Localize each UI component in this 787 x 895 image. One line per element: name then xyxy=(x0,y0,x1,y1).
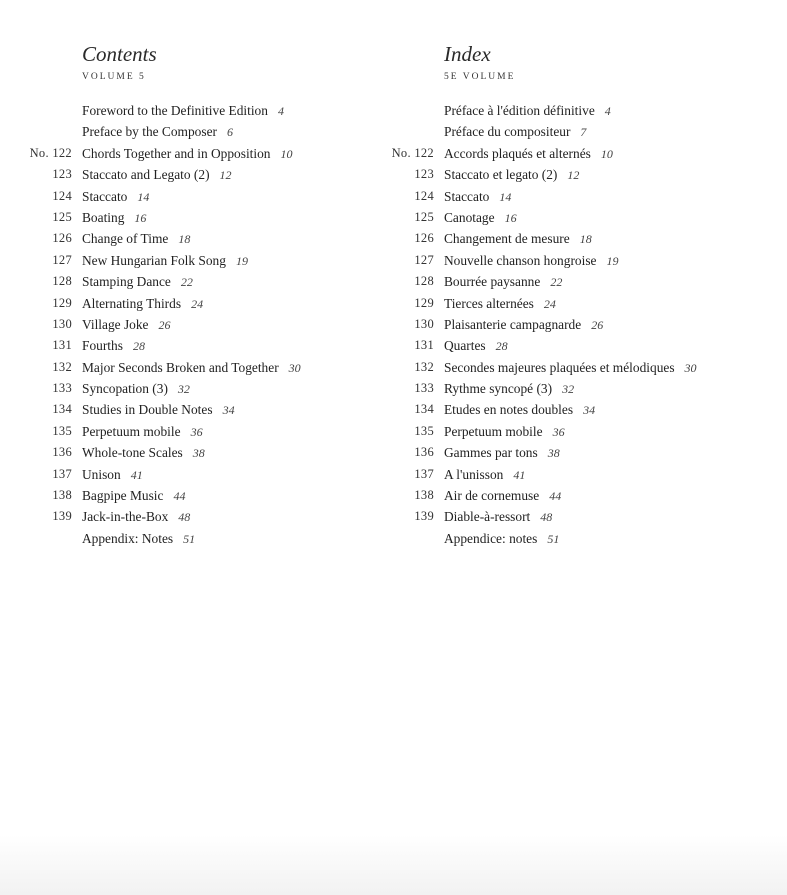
toc-entry xyxy=(362,252,782,273)
entry-page-number: 26 xyxy=(591,317,604,332)
entry-number: 129 xyxy=(52,295,72,310)
entry-title: Perpetuum mobile xyxy=(444,423,543,439)
entry-page-number: 10 xyxy=(600,146,613,161)
entry-text xyxy=(444,102,611,120)
entry-title: Préface du compositeur xyxy=(444,124,571,140)
entry-text xyxy=(444,444,560,462)
entry-number: 125 xyxy=(52,209,72,224)
entry-title: Diable-à-ressort xyxy=(444,509,531,525)
entry-page-number: 16 xyxy=(134,210,147,225)
entry-page-number: 10 xyxy=(280,146,293,161)
entry-page-number: 30 xyxy=(684,360,697,375)
entry-title: New Hungarian Folk Song xyxy=(82,252,226,268)
entry-text xyxy=(444,487,561,505)
entry-title: Village Joke xyxy=(82,316,149,332)
entry-title: Bourrée paysanne xyxy=(444,274,541,290)
entry-text xyxy=(82,123,233,141)
entry-text xyxy=(82,530,195,548)
entry-page-number: 7 xyxy=(580,125,587,140)
toc-entry xyxy=(362,444,782,465)
entry-number: 128 xyxy=(52,274,72,289)
entry-page-number: 6 xyxy=(226,125,233,140)
entry-number: 138 xyxy=(52,488,72,503)
page-bottom-shadow xyxy=(0,835,787,895)
toc-entry xyxy=(362,530,782,551)
entry-number: 134 xyxy=(414,402,434,417)
toc-entry xyxy=(362,423,782,444)
entry-page-number: 51 xyxy=(183,531,196,546)
entry-page-number: 38 xyxy=(192,446,205,461)
entry-number: 127 xyxy=(414,252,434,267)
entry-text xyxy=(82,508,190,526)
entry-title: Changement de mesure xyxy=(444,231,570,247)
entry-title: Canotage xyxy=(444,209,495,225)
entry-text xyxy=(82,145,293,163)
entry-page-number: 41 xyxy=(130,467,143,482)
entry-number: 139 xyxy=(414,509,434,524)
entry-page-number: 4 xyxy=(604,104,611,118)
entry-page-number: 48 xyxy=(540,510,553,525)
entry-page-number: 24 xyxy=(543,296,556,311)
entry-text xyxy=(82,102,284,120)
toc-entry xyxy=(0,359,380,380)
entry-page-number: 28 xyxy=(132,339,145,354)
entry-title: A l'unisson xyxy=(444,466,504,482)
entry-page-number: 19 xyxy=(235,253,248,268)
entry-number: 126 xyxy=(414,231,434,246)
toc-entry xyxy=(0,444,380,465)
entry-title: Plaisanterie campagnarde xyxy=(444,316,582,332)
entry-number: 132 xyxy=(52,359,72,374)
entry-page-number: 26 xyxy=(158,317,171,332)
toc-entry xyxy=(362,230,782,251)
entry-number: 131 xyxy=(52,338,72,353)
entry-number: 137 xyxy=(414,466,434,481)
toc-entry xyxy=(362,123,782,144)
entry-title: Staccato and Legato (2) xyxy=(82,167,210,183)
entry-number: 132 xyxy=(414,359,434,374)
entry-title: Secondes majeures plaquées et mélodiques xyxy=(444,359,675,375)
entry-text xyxy=(444,466,525,484)
entry-title: Rythme syncopé (3) xyxy=(444,381,553,397)
entry-number: No. 122 xyxy=(29,145,72,160)
entry-title: Accords plaqués et alternés xyxy=(444,145,591,161)
entry-text xyxy=(444,123,586,141)
entry-number: 124 xyxy=(414,188,434,203)
entry-title: Gammes par tons xyxy=(444,445,538,461)
entry-text xyxy=(82,316,171,334)
entry-text xyxy=(82,359,301,377)
entry-text xyxy=(444,209,517,227)
toc-entry xyxy=(0,145,380,166)
entry-page-number: 38 xyxy=(547,446,560,461)
entry-number: 130 xyxy=(52,316,72,331)
entry-page-number: 30 xyxy=(288,360,301,375)
entry-page-number: 32 xyxy=(562,382,575,397)
entry-number: 135 xyxy=(52,423,72,438)
entry-text xyxy=(444,401,595,419)
entry-text xyxy=(444,295,556,313)
entry-text xyxy=(444,273,562,291)
entry-number: 135 xyxy=(414,423,434,438)
entry-page-number: 22 xyxy=(180,275,193,290)
entry-page-number: 28 xyxy=(495,339,508,354)
entry-number: 124 xyxy=(52,188,72,203)
toc-entry xyxy=(362,508,782,529)
toc-entry xyxy=(0,530,380,551)
entry-page-number: 14 xyxy=(137,189,150,204)
toc-entry xyxy=(362,359,782,380)
toc-entry xyxy=(0,487,380,508)
entry-page-number: 32 xyxy=(177,382,190,397)
entry-text xyxy=(444,230,592,248)
entry-page-number: 24 xyxy=(191,296,204,311)
entry-title: Appendice: notes xyxy=(444,530,538,546)
entry-page-number: 16 xyxy=(504,210,517,225)
toc-entry xyxy=(0,380,380,401)
entry-page-number: 18 xyxy=(178,232,191,247)
entry-page-number: 44 xyxy=(549,489,562,504)
toc-entry xyxy=(362,145,782,166)
entry-number: 137 xyxy=(52,466,72,481)
index-title: Index xyxy=(444,42,491,66)
entry-text xyxy=(82,444,205,462)
toc-entry xyxy=(0,273,380,294)
entry-page-number: 48 xyxy=(178,510,191,525)
entry-title: Unison xyxy=(82,466,121,482)
entry-text xyxy=(444,337,508,355)
toc-entry xyxy=(0,252,380,273)
toc-entry xyxy=(362,273,782,294)
entry-title: Perpetuum mobile xyxy=(82,423,181,439)
entry-number: 136 xyxy=(414,445,434,460)
toc-entry xyxy=(362,401,782,422)
entry-page-number: 4 xyxy=(277,104,284,118)
entry-number: 133 xyxy=(414,381,434,396)
entry-title: Quartes xyxy=(444,338,486,354)
toc-entry xyxy=(362,166,782,187)
entry-title: Major Seconds Broken and Together xyxy=(82,359,279,375)
entry-title: Alternating Thirds xyxy=(82,295,182,311)
entry-title: Studies in Double Notes xyxy=(82,402,213,418)
toc-entry xyxy=(362,337,782,358)
entry-number: 136 xyxy=(52,445,72,460)
entry-number: 139 xyxy=(52,509,72,524)
entry-text xyxy=(444,530,559,548)
entry-page-number: 36 xyxy=(552,424,565,439)
entry-number: 133 xyxy=(52,381,72,396)
entry-text xyxy=(82,166,232,184)
entry-text xyxy=(444,359,697,377)
entry-page-number: 36 xyxy=(190,424,203,439)
index-subtitle: 5E VOLUME xyxy=(444,72,516,82)
toc-entry xyxy=(362,295,782,316)
entry-number: 123 xyxy=(52,167,72,182)
entry-title: Fourths xyxy=(82,338,123,354)
toc-entry xyxy=(362,209,782,230)
entry-title: Etudes en notes doubles xyxy=(444,402,574,418)
toc-entry xyxy=(0,102,380,123)
entry-title: Jack-in-the-Box xyxy=(82,509,169,525)
entry-number: 129 xyxy=(414,295,434,310)
entry-text xyxy=(82,487,185,505)
entry-title: Preface by the Composer xyxy=(82,124,217,140)
toc-entry xyxy=(362,380,782,401)
entry-title: Foreword to the Definitive Edition xyxy=(82,103,268,118)
entry-text xyxy=(82,273,193,291)
entry-text xyxy=(82,295,203,313)
entry-text xyxy=(444,423,565,441)
toc-entry xyxy=(0,209,380,230)
entry-title: Chords Together and in Opposition xyxy=(82,145,271,161)
entry-text xyxy=(444,252,618,270)
toc-entry xyxy=(0,295,380,316)
entry-number: 134 xyxy=(52,402,72,417)
toc-entry xyxy=(0,166,380,187)
entry-page-number: 34 xyxy=(222,403,235,418)
entry-text xyxy=(82,188,149,206)
entry-text xyxy=(82,209,146,227)
entry-page-number: 19 xyxy=(606,253,619,268)
entry-text xyxy=(82,252,248,270)
entry-text xyxy=(444,316,603,334)
toc-entry xyxy=(362,466,782,487)
entry-text xyxy=(82,230,190,248)
toc-entry xyxy=(362,188,782,209)
entry-title: Boating xyxy=(82,209,125,225)
entry-number: 125 xyxy=(414,209,434,224)
toc-entry xyxy=(362,102,782,123)
entry-text xyxy=(444,508,552,526)
entry-text xyxy=(444,380,574,398)
entry-title: Change of Time xyxy=(82,231,169,247)
index-entries xyxy=(362,102,782,551)
entry-number: 127 xyxy=(52,252,72,267)
toc-entry xyxy=(0,466,380,487)
toc-entry xyxy=(0,423,380,444)
entry-number: 138 xyxy=(414,488,434,503)
entry-page-number: 12 xyxy=(567,168,580,183)
toc-entry xyxy=(0,508,380,529)
entry-page-number: 44 xyxy=(173,489,186,504)
entry-title: Staccato xyxy=(444,188,490,204)
entry-text xyxy=(82,401,235,419)
contents-title: Contents xyxy=(82,42,157,66)
toc-entry xyxy=(0,316,380,337)
toc-entry xyxy=(0,401,380,422)
entry-page-number: 41 xyxy=(513,467,526,482)
entry-title: Appendix: Notes xyxy=(82,530,174,546)
entry-text xyxy=(444,145,613,163)
entry-title: Staccato et legato (2) xyxy=(444,167,558,183)
entry-title: Air de cornemuse xyxy=(444,488,540,504)
entry-title: Syncopation (3) xyxy=(82,381,168,397)
toc-entry xyxy=(0,230,380,251)
entry-page-number: 14 xyxy=(499,189,512,204)
toc-entry xyxy=(0,123,380,144)
entry-title: Tierces alternées xyxy=(444,295,534,311)
entry-title: Préface à l'édition définitive xyxy=(444,103,595,118)
toc-entry xyxy=(362,316,782,337)
entry-text xyxy=(444,188,511,206)
entry-number: 126 xyxy=(52,231,72,246)
entry-number: 128 xyxy=(414,274,434,289)
entry-title: Whole-tone Scales xyxy=(82,445,183,461)
entry-page-number: 18 xyxy=(579,232,592,247)
contents-entries xyxy=(0,102,380,551)
entry-title: Bagpipe Music xyxy=(82,488,164,504)
entry-number: 131 xyxy=(414,338,434,353)
entry-text xyxy=(82,380,190,398)
entry-number: 130 xyxy=(414,316,434,331)
entry-text xyxy=(82,423,203,441)
entry-text xyxy=(82,466,143,484)
entry-text xyxy=(82,337,145,355)
toc-entry xyxy=(362,487,782,508)
entry-title: Nouvelle chanson hongroise xyxy=(444,252,597,268)
toc-entry xyxy=(0,337,380,358)
toc-entry xyxy=(0,188,380,209)
entry-number: No. 122 xyxy=(391,145,434,160)
entry-page-number: 51 xyxy=(547,531,560,546)
entry-title: Stamping Dance xyxy=(82,274,171,290)
entry-page-number: 22 xyxy=(550,275,563,290)
contents-subtitle: VOLUME 5 xyxy=(82,72,146,82)
entry-page-number: 34 xyxy=(583,403,596,418)
entry-title: Staccato xyxy=(82,188,128,204)
entry-number: 123 xyxy=(414,167,434,182)
entry-text xyxy=(444,166,579,184)
entry-page-number: 12 xyxy=(219,168,232,183)
